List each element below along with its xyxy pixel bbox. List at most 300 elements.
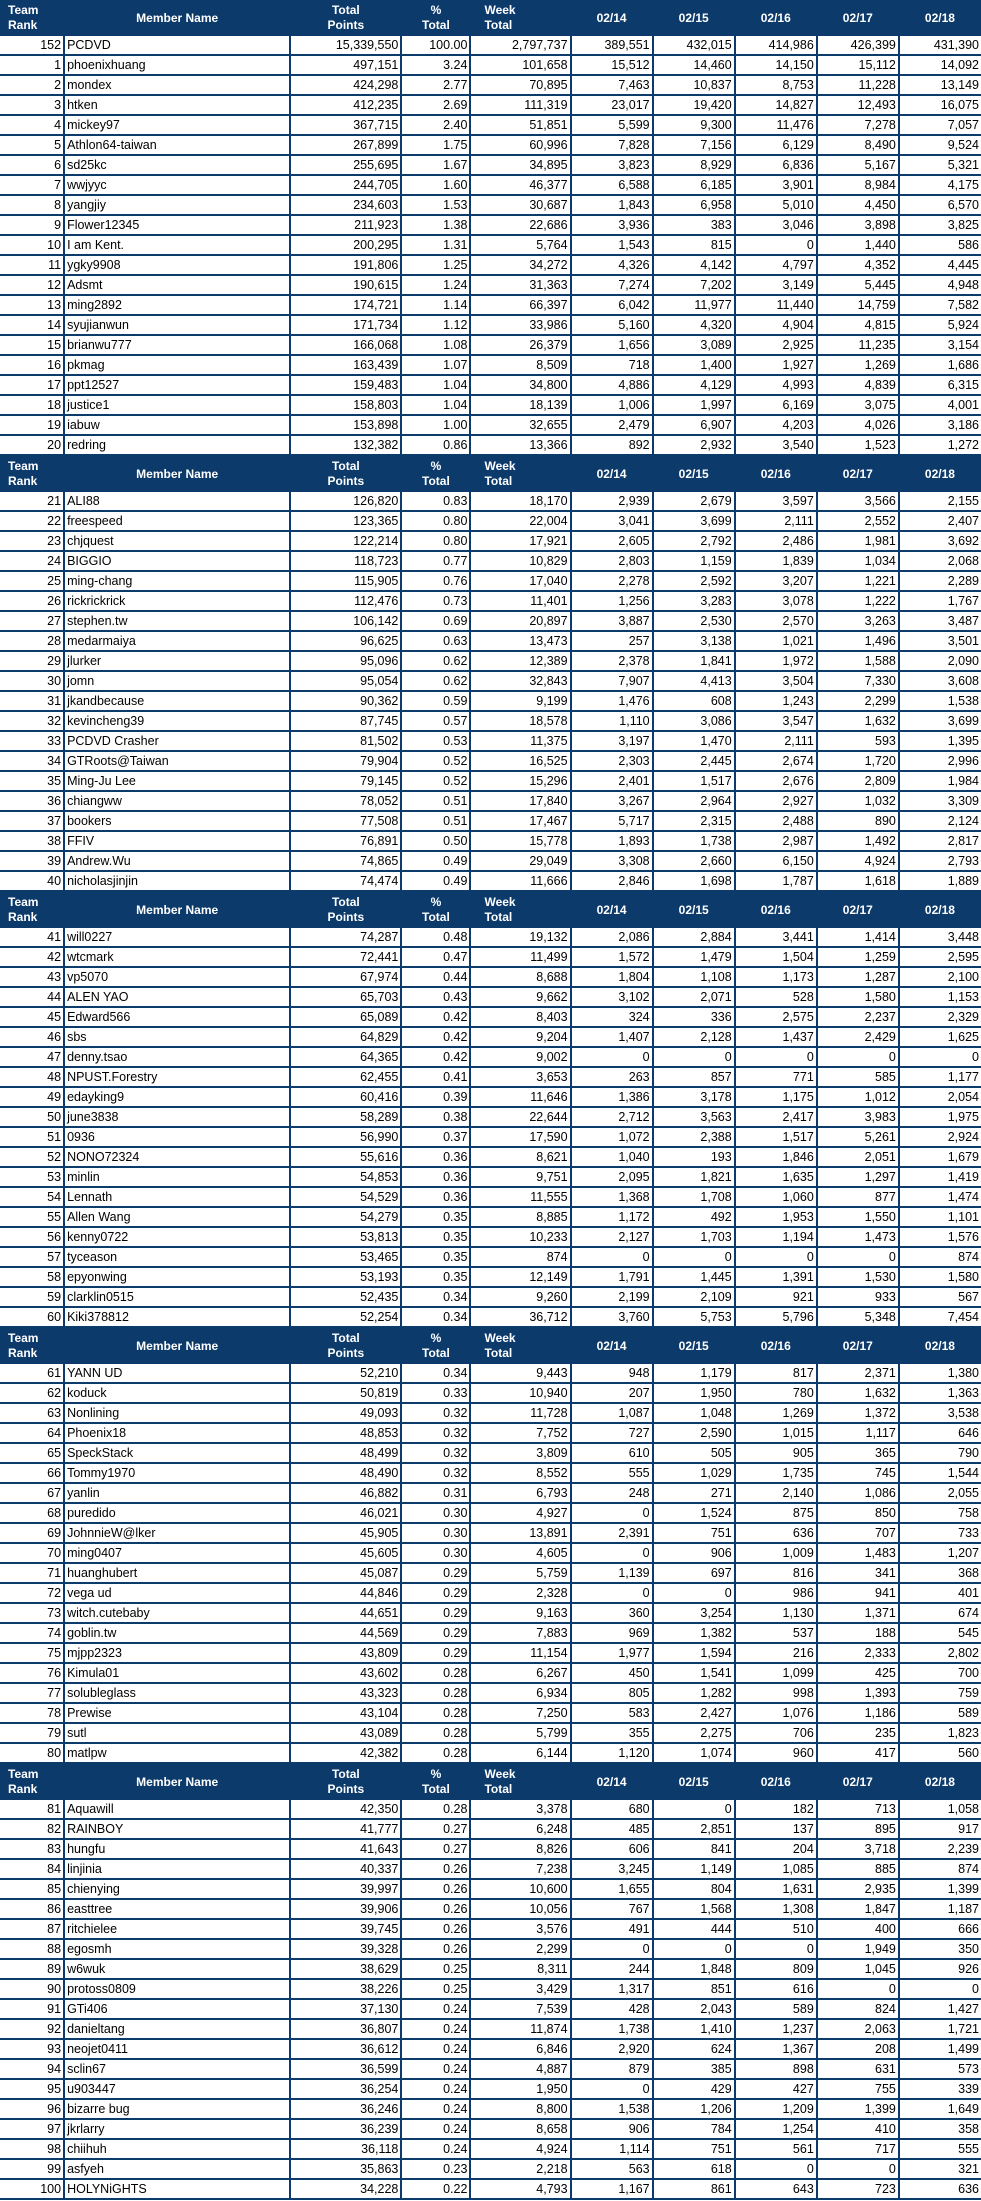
cell-team-rank: 63 xyxy=(0,1403,64,1423)
cell-week-total: 32,843 xyxy=(470,671,570,691)
cell-percent-total: 0.50 xyxy=(401,831,470,851)
cell-day-0218: 3,608 xyxy=(899,671,981,691)
cell-total-points: 153,898 xyxy=(290,415,401,435)
cell-team-rank: 70 xyxy=(0,1543,64,1563)
cell-percent-total: 3.24 xyxy=(401,55,470,75)
cell-total-points: 122,214 xyxy=(290,531,401,551)
cell-day-0218: 1,649 xyxy=(899,2099,981,2119)
table-row xyxy=(0,1207,981,1227)
cell-day-0216: 2,925 xyxy=(735,335,817,355)
cell-day-0215: 0 xyxy=(653,1247,735,1267)
cell-day-0218: 2,055 xyxy=(899,1483,981,1503)
cell-day-0216: 1,437 xyxy=(735,1027,817,1047)
cell-team-rank: 94 xyxy=(0,2059,64,2079)
cell-day-0218: 16,075 xyxy=(899,95,981,115)
cell-team-rank: 25 xyxy=(0,571,64,591)
cell-total-points: 43,104 xyxy=(290,1703,401,1723)
table-row xyxy=(0,1483,981,1503)
cell-team-rank: 13 xyxy=(0,295,64,315)
cell-team-rank: 73 xyxy=(0,1603,64,1623)
cell-day-0217: 3,898 xyxy=(817,215,899,235)
cell-total-points: 53,813 xyxy=(290,1227,401,1247)
cell-day-0217: 1,414 xyxy=(817,928,899,947)
cell-day-0214: 7,828 xyxy=(571,135,653,155)
cell-member-name: asfyeh xyxy=(64,2159,290,2179)
cell-day-0217: 4,450 xyxy=(817,195,899,215)
cell-member-name: protoss0809 xyxy=(64,1979,290,1999)
cell-day-0218: 926 xyxy=(899,1959,981,1979)
cell-percent-total: 0.80 xyxy=(401,511,470,531)
cell-percent-total: 0.51 xyxy=(401,811,470,831)
cell-day-0218: 545 xyxy=(899,1623,981,1643)
cell-day-0215: 1,074 xyxy=(653,1743,735,1763)
cell-day-0215: 1,445 xyxy=(653,1267,735,1287)
cell-day-0217: 1,045 xyxy=(817,1959,899,1979)
cell-total-points: 81,502 xyxy=(290,731,401,751)
cell-day-0215: 1,048 xyxy=(653,1403,735,1423)
table-row xyxy=(0,571,981,591)
cell-total-points: 50,819 xyxy=(290,1383,401,1403)
table-row xyxy=(0,1167,981,1187)
table-row xyxy=(0,1027,981,1047)
cell-day-0217: 824 xyxy=(817,1999,899,2019)
cell-total-points: 74,474 xyxy=(290,871,401,891)
cell-day-0215: 618 xyxy=(653,2159,735,2179)
cell-percent-total: 0.39 xyxy=(401,1087,470,1107)
cell-day-0215: 0 xyxy=(653,1583,735,1603)
cell-day-0215: 271 xyxy=(653,1483,735,1503)
header-percent-line2: Total xyxy=(422,1346,450,1360)
cell-day-0217: 1,086 xyxy=(817,1483,899,1503)
cell-team-rank: 19 xyxy=(0,415,64,435)
cell-week-total: 51,851 xyxy=(470,115,570,135)
cell-day-0216: 2,927 xyxy=(735,791,817,811)
header-team-rank xyxy=(0,455,64,492)
cell-day-0214: 0 xyxy=(571,1583,653,1603)
cell-total-points: 41,643 xyxy=(290,1839,401,1859)
cell-team-rank: 60 xyxy=(0,1307,64,1327)
header-week-total xyxy=(470,1763,570,1800)
table-row xyxy=(0,1364,981,1383)
cell-day-0217: 208 xyxy=(817,2039,899,2059)
cell-percent-total: 0.38 xyxy=(401,1107,470,1127)
cell-team-rank: 43 xyxy=(0,967,64,987)
cell-day-0214: 2,199 xyxy=(571,1287,653,1307)
cell-total-points: 95,054 xyxy=(290,671,401,691)
cell-day-0217: 1,550 xyxy=(817,1207,899,1227)
cell-week-total: 101,658 xyxy=(470,55,570,75)
cell-week-total: 6,267 xyxy=(470,1663,570,1683)
cell-percent-total: 0.47 xyxy=(401,947,470,967)
cell-team-rank: 37 xyxy=(0,811,64,831)
cell-total-points: 38,629 xyxy=(290,1959,401,1979)
cell-day-0215: 815 xyxy=(653,235,735,255)
table-row xyxy=(0,811,981,831)
cell-total-points: 43,602 xyxy=(290,1663,401,1683)
cell-total-points: 45,905 xyxy=(290,1523,401,1543)
cell-team-rank: 77 xyxy=(0,1683,64,1703)
cell-week-total: 11,401 xyxy=(470,591,570,611)
table-row xyxy=(0,1543,981,1563)
cell-day-0218: 2,100 xyxy=(899,967,981,987)
table-row xyxy=(0,1623,981,1643)
cell-day-0215: 1,738 xyxy=(653,831,735,851)
cell-day-0218: 1,363 xyxy=(899,1383,981,1403)
table-row xyxy=(0,1267,981,1287)
table-row xyxy=(0,1939,981,1959)
cell-day-0218: 401 xyxy=(899,1583,981,1603)
cell-day-0218: 6,570 xyxy=(899,195,981,215)
cell-day-0216: 1,839 xyxy=(735,551,817,571)
cell-day-0214: 2,086 xyxy=(571,928,653,947)
cell-day-0215: 751 xyxy=(653,1523,735,1543)
table-row xyxy=(0,1287,981,1307)
cell-member-name: koduck xyxy=(64,1383,290,1403)
table-row xyxy=(0,215,981,235)
cell-day-0214: 7,907 xyxy=(571,671,653,691)
cell-day-0216: 1,953 xyxy=(735,1207,817,1227)
cell-week-total: 8,403 xyxy=(470,1007,570,1027)
cell-day-0215: 0 xyxy=(653,1939,735,1959)
cell-day-0214: 1,656 xyxy=(571,335,653,355)
cell-week-total: 15,296 xyxy=(470,771,570,791)
cell-day-0218: 1,058 xyxy=(899,1800,981,1819)
header-percent-line2: Total xyxy=(422,910,450,924)
cell-total-points: 45,605 xyxy=(290,1543,401,1563)
cell-day-0218: 573 xyxy=(899,2059,981,2079)
cell-day-0218: 358 xyxy=(899,2119,981,2139)
cell-day-0214: 969 xyxy=(571,1623,653,1643)
cell-week-total: 9,204 xyxy=(470,1027,570,1047)
cell-percent-total: 0.35 xyxy=(401,1267,470,1287)
header-member-name: Member Name xyxy=(64,1327,290,1364)
cell-percent-total: 0.35 xyxy=(401,1227,470,1247)
cell-percent-total: 0.27 xyxy=(401,1839,470,1859)
table-row xyxy=(0,195,981,215)
cell-day-0216: 616 xyxy=(735,1979,817,1999)
cell-day-0214: 1,040 xyxy=(571,1147,653,1167)
cell-day-0215: 851 xyxy=(653,1979,735,1999)
cell-percent-total: 1.04 xyxy=(401,375,470,395)
cell-day-0216: 1,391 xyxy=(735,1267,817,1287)
header-day-0215: 02/15 xyxy=(653,1327,735,1364)
table-row xyxy=(0,1087,981,1107)
cell-day-0214: 1,791 xyxy=(571,1267,653,1287)
cell-day-0218: 3,186 xyxy=(899,415,981,435)
cell-total-points: 36,239 xyxy=(290,2119,401,2139)
cell-percent-total: 1.04 xyxy=(401,395,470,415)
table-row xyxy=(0,531,981,551)
cell-total-points: 37,130 xyxy=(290,1999,401,2019)
cell-week-total: 15,778 xyxy=(470,831,570,851)
table-row xyxy=(0,75,981,95)
cell-day-0217: 4,026 xyxy=(817,415,899,435)
header-day-0216: 02/16 xyxy=(735,0,817,36)
cell-week-total: 17,590 xyxy=(470,1127,570,1147)
cell-week-total: 22,644 xyxy=(470,1107,570,1127)
cell-percent-total: 0.73 xyxy=(401,591,470,611)
cell-total-points: 41,777 xyxy=(290,1819,401,1839)
cell-team-rank: 50 xyxy=(0,1107,64,1127)
cell-day-0216: 1,243 xyxy=(735,691,817,711)
cell-day-0214: 15,512 xyxy=(571,55,653,75)
cell-day-0215: 1,108 xyxy=(653,967,735,987)
cell-day-0215: 383 xyxy=(653,215,735,235)
cell-team-rank: 11 xyxy=(0,255,64,275)
cell-member-name: Tommy1970 xyxy=(64,1463,290,1483)
cell-day-0215: 2,445 xyxy=(653,751,735,771)
cell-day-0217: 3,983 xyxy=(817,1107,899,1127)
cell-percent-total: 1.67 xyxy=(401,155,470,175)
cell-day-0215: 4,142 xyxy=(653,255,735,275)
cell-member-name: YANN UD xyxy=(64,1364,290,1383)
cell-team-rank: 1 xyxy=(0,55,64,75)
cell-day-0218: 3,699 xyxy=(899,711,981,731)
cell-total-points: 112,476 xyxy=(290,591,401,611)
cell-member-name: GTi406 xyxy=(64,1999,290,2019)
cell-day-0217: 1,632 xyxy=(817,711,899,731)
table-row xyxy=(0,551,981,571)
header-day-0215: 02/15 xyxy=(653,455,735,492)
cell-day-0215: 1,848 xyxy=(653,1959,735,1979)
header-total-points xyxy=(290,0,401,36)
cell-day-0216: 0 xyxy=(735,1247,817,1267)
cell-member-name: chjquest xyxy=(64,531,290,551)
cell-day-0216: 1,015 xyxy=(735,1423,817,1443)
table-row xyxy=(0,947,981,967)
cell-day-0215: 1,206 xyxy=(653,2099,735,2119)
cell-team-rank: 26 xyxy=(0,591,64,611)
cell-day-0215: 1,950 xyxy=(653,1383,735,1403)
cell-member-name: goblin.tw xyxy=(64,1623,290,1643)
cell-team-rank: 78 xyxy=(0,1703,64,1723)
cell-team-rank: 80 xyxy=(0,1743,64,1763)
cell-percent-total: 2.40 xyxy=(401,115,470,135)
header-percent-line1: % xyxy=(430,895,442,909)
cell-member-name: ppt12527 xyxy=(64,375,290,395)
cell-total-points: 76,891 xyxy=(290,831,401,851)
cell-day-0218: 733 xyxy=(899,1523,981,1543)
cell-member-name: iabuw xyxy=(64,415,290,435)
cell-day-0217: 1,588 xyxy=(817,651,899,671)
cell-day-0216: 1,254 xyxy=(735,2119,817,2139)
cell-member-name: hungfu xyxy=(64,1839,290,1859)
cell-week-total: 6,144 xyxy=(470,1743,570,1763)
cell-total-points: 77,508 xyxy=(290,811,401,831)
cell-day-0218: 1,499 xyxy=(899,2039,981,2059)
header-day-0218: 02/18 xyxy=(899,0,981,36)
cell-week-total: 10,600 xyxy=(470,1879,570,1899)
cell-day-0217: 1,981 xyxy=(817,531,899,551)
cell-day-0216: 3,207 xyxy=(735,571,817,591)
cell-day-0216: 1,269 xyxy=(735,1403,817,1423)
cell-percent-total: 1.60 xyxy=(401,175,470,195)
cell-total-points: 36,254 xyxy=(290,2079,401,2099)
cell-day-0215: 1,524 xyxy=(653,1503,735,1523)
cell-team-rank: 100 xyxy=(0,2179,64,2199)
cell-week-total: 11,375 xyxy=(470,731,570,751)
cell-day-0217: 2,063 xyxy=(817,2019,899,2039)
cell-day-0217: 4,352 xyxy=(817,255,899,275)
cell-total-points: 45,087 xyxy=(290,1563,401,1583)
cell-day-0218: 1,399 xyxy=(899,1879,981,1899)
cell-member-name: wtcmark xyxy=(64,947,290,967)
header-total-points-line2: Points xyxy=(327,18,365,32)
table-row xyxy=(0,1583,981,1603)
header-team-rank xyxy=(0,1327,64,1364)
cell-team-rank: 72 xyxy=(0,1583,64,1603)
table-row xyxy=(0,1879,981,1899)
cell-team-rank: 47 xyxy=(0,1047,64,1067)
cell-team-rank: 81 xyxy=(0,1800,64,1819)
cell-day-0214: 1,977 xyxy=(571,1643,653,1663)
cell-day-0217: 1,297 xyxy=(817,1167,899,1187)
cell-day-0216: 3,046 xyxy=(735,215,817,235)
cell-member-name: redring xyxy=(64,435,290,455)
table-row xyxy=(0,1403,981,1423)
cell-day-0216: 5,796 xyxy=(735,1307,817,1327)
table-row xyxy=(0,871,981,891)
cell-percent-total: 0.29 xyxy=(401,1643,470,1663)
cell-percent-total: 1.12 xyxy=(401,315,470,335)
cell-percent-total: 0.34 xyxy=(401,1364,470,1383)
cell-percent-total: 0.24 xyxy=(401,2079,470,2099)
cell-percent-total: 2.69 xyxy=(401,95,470,115)
cell-day-0218: 7,057 xyxy=(899,115,981,135)
cell-member-name: chiihuh xyxy=(64,2139,290,2159)
cell-day-0217: 723 xyxy=(817,2179,899,2199)
cell-team-rank: 152 xyxy=(0,36,64,55)
cell-member-name: rickrickrick xyxy=(64,591,290,611)
header-team-rank xyxy=(0,0,64,36)
cell-day-0217: 1,186 xyxy=(817,1703,899,1723)
cell-day-0217: 3,718 xyxy=(817,1839,899,1859)
cell-day-0217: 933 xyxy=(817,1287,899,1307)
cell-day-0214: 3,041 xyxy=(571,511,653,531)
table-row xyxy=(0,851,981,871)
cell-member-name: linjinia xyxy=(64,1859,290,1879)
cell-member-name: vega ud xyxy=(64,1583,290,1603)
cell-member-name: jkrlarry xyxy=(64,2119,290,2139)
cell-day-0215: 193 xyxy=(653,1147,735,1167)
table-row xyxy=(0,1643,981,1663)
cell-day-0218: 14,092 xyxy=(899,55,981,75)
header-member-name: Member Name xyxy=(64,891,290,928)
cell-day-0217: 1,949 xyxy=(817,1939,899,1959)
cell-team-rank: 59 xyxy=(0,1287,64,1307)
cell-member-name: NONO72324 xyxy=(64,1147,290,1167)
cell-week-total: 9,199 xyxy=(470,691,570,711)
cell-percent-total: 0.33 xyxy=(401,1383,470,1403)
cell-day-0215: 10,837 xyxy=(653,75,735,95)
cell-percent-total: 1.38 xyxy=(401,215,470,235)
cell-team-rank: 12 xyxy=(0,275,64,295)
cell-total-points: 35,863 xyxy=(290,2159,401,2179)
table-row xyxy=(0,731,981,751)
cell-member-name: sclin67 xyxy=(64,2059,290,2079)
cell-percent-total: 0.24 xyxy=(401,2039,470,2059)
cell-team-rank: 71 xyxy=(0,1563,64,1583)
header-team-rank xyxy=(0,891,64,928)
table-row xyxy=(0,771,981,791)
cell-day-0215: 3,563 xyxy=(653,1107,735,1127)
header-day-0215: 02/15 xyxy=(653,0,735,36)
cell-member-name: syujianwun xyxy=(64,315,290,335)
cell-percent-total: 0.28 xyxy=(401,1703,470,1723)
header-percent-total xyxy=(401,1327,470,1364)
table-row xyxy=(0,791,981,811)
table-row xyxy=(0,1859,981,1879)
cell-day-0216: 898 xyxy=(735,2059,817,2079)
cell-day-0218: 646 xyxy=(899,1423,981,1443)
cell-week-total: 12,389 xyxy=(470,651,570,671)
cell-day-0215: 492 xyxy=(653,1207,735,1227)
cell-day-0214: 1,572 xyxy=(571,947,653,967)
table-row xyxy=(0,1959,981,1979)
cell-percent-total: 0.28 xyxy=(401,1683,470,1703)
header-total-points-line1: Total xyxy=(331,1767,360,1781)
cell-day-0218: 1,153 xyxy=(899,987,981,1007)
header-row xyxy=(0,1763,981,1800)
cell-week-total: 70,895 xyxy=(470,75,570,95)
cell-total-points: 190,615 xyxy=(290,275,401,295)
cell-day-0216: 817 xyxy=(735,1364,817,1383)
table-row xyxy=(0,1839,981,1859)
cell-team-rank: 2 xyxy=(0,75,64,95)
cell-total-points: 211,923 xyxy=(290,215,401,235)
table-row xyxy=(0,1247,981,1267)
cell-day-0214: 324 xyxy=(571,1007,653,1027)
cell-member-name: Andrew.Wu xyxy=(64,851,290,871)
cell-day-0215: 2,530 xyxy=(653,611,735,631)
cell-total-points: 79,904 xyxy=(290,751,401,771)
cell-team-rank: 51 xyxy=(0,1127,64,1147)
cell-day-0217: 755 xyxy=(817,2079,899,2099)
cell-day-0214: 1,139 xyxy=(571,1563,653,1583)
header-total-points-line2: Points xyxy=(327,910,365,924)
cell-team-rank: 82 xyxy=(0,1819,64,1839)
cell-team-rank: 5 xyxy=(0,135,64,155)
header-day-0216: 02/16 xyxy=(735,1763,817,1800)
cell-team-rank: 34 xyxy=(0,751,64,771)
cell-member-name: RAINBOY xyxy=(64,1819,290,1839)
cell-member-name: huanghubert xyxy=(64,1563,290,1583)
header-percent-total xyxy=(401,0,470,36)
cell-total-points: 54,853 xyxy=(290,1167,401,1187)
table-row xyxy=(0,651,981,671)
table-row xyxy=(0,1307,981,1327)
cell-total-points: 118,723 xyxy=(290,551,401,571)
cell-total-points: 174,721 xyxy=(290,295,401,315)
cell-day-0215: 2,590 xyxy=(653,1423,735,1443)
cell-day-0214: 1,072 xyxy=(571,1127,653,1147)
cell-day-0218: 636 xyxy=(899,2179,981,2199)
header-week-line1: Week xyxy=(484,1767,516,1781)
cell-total-points: 64,365 xyxy=(290,1047,401,1067)
cell-day-0215: 7,156 xyxy=(653,135,735,155)
cell-day-0217: 0 xyxy=(817,1979,899,1999)
cell-week-total: 4,793 xyxy=(470,2179,570,2199)
cell-team-rank: 29 xyxy=(0,651,64,671)
cell-day-0216: 3,597 xyxy=(735,492,817,511)
cell-day-0217: 365 xyxy=(817,1443,899,1463)
cell-day-0217: 593 xyxy=(817,731,899,751)
cell-team-rank: 98 xyxy=(0,2139,64,2159)
cell-day-0214: 718 xyxy=(571,355,653,375)
header-member-name: Member Name xyxy=(64,1763,290,1800)
cell-total-points: 60,416 xyxy=(290,1087,401,1107)
cell-day-0214: 1,386 xyxy=(571,1087,653,1107)
